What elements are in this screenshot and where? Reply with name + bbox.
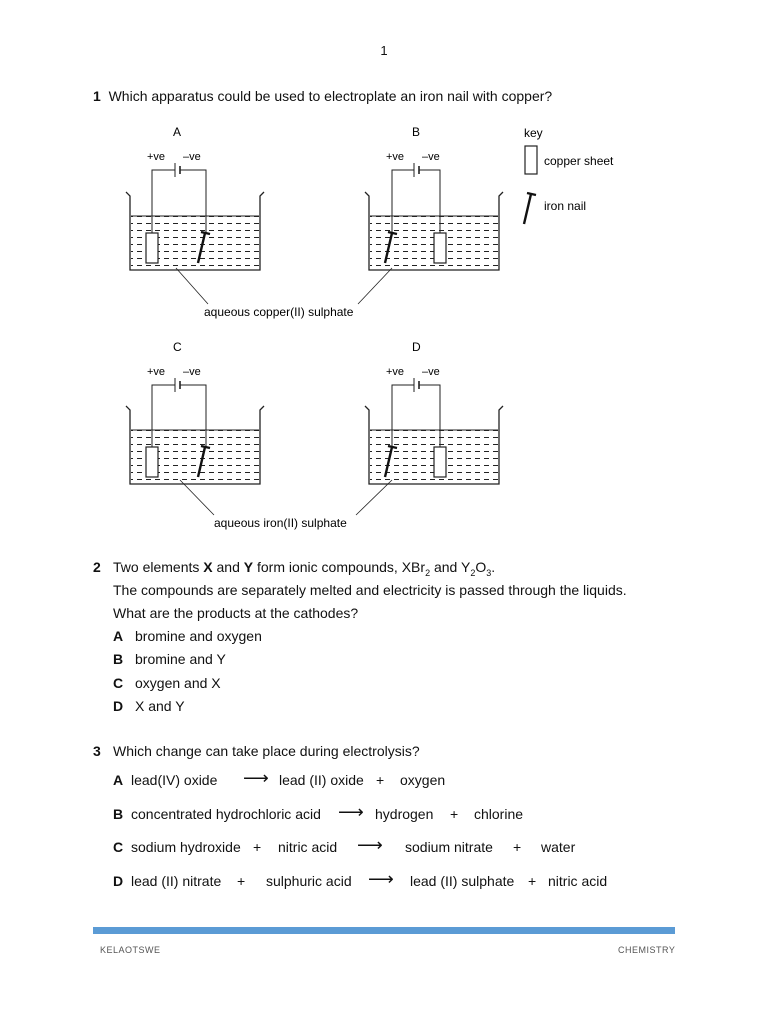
label-a: A: [173, 125, 182, 139]
iron-nail-icon: [524, 193, 536, 224]
apparatus-a: [126, 125, 264, 270]
copper-sheet-icon: [434, 233, 446, 263]
svg-text:key: key: [524, 126, 543, 140]
arrow-icon: ⟶: [243, 768, 269, 788]
question-2-line-3: What are the products at the cathodes?: [113, 605, 359, 621]
svg-text:+ve: +ve: [386, 366, 405, 378]
svg-text:+ve: +ve: [147, 151, 166, 163]
copper-sheet-icon: [525, 146, 537, 174]
svg-text:+ve: +ve: [147, 366, 166, 378]
label-d: D: [412, 340, 421, 354]
question-number: 2: [93, 559, 101, 575]
arrow-icon: ⟶: [338, 802, 364, 822]
caption-iron-sulphate: aqueous iron(II) sulphate: [214, 516, 347, 530]
arrow-icon: ⟶: [368, 869, 394, 889]
svg-text:iron nail: iron nail: [544, 199, 587, 213]
footer-right: CHEMISTRY: [618, 945, 676, 955]
label-b: B: [412, 125, 421, 139]
apparatus-c: [126, 340, 264, 484]
svg-text:copper sheet: copper sheet: [544, 154, 614, 168]
svg-text:–ve: –ve: [183, 366, 201, 378]
svg-text:–ve: –ve: [183, 151, 201, 163]
arrow-icon: ⟶: [357, 835, 383, 855]
question-2: [93, 559, 101, 575]
copper-sheet-icon: [146, 447, 158, 477]
apparatus-b: [365, 125, 503, 270]
page-number: 1: [380, 43, 388, 58]
copper-sheet-icon: [434, 447, 446, 477]
question-3-text: Which change can take place during electrolysis?: [113, 743, 420, 759]
option-c: C oxygen and X: [113, 675, 221, 691]
copper-sheet-icon: [146, 233, 158, 263]
svg-text:+ve: +ve: [386, 151, 405, 163]
question-3: 3: [93, 743, 101, 759]
question-2-line-2: The compounds are separately melted and electricity is passed through the liquids.: [113, 582, 627, 598]
option-d: D X and Y: [113, 698, 185, 714]
option-a: A bromine and oxygen: [113, 628, 262, 644]
question-2-line-1: Two elements X and Y form ionic compounds, XBr$_2$ and $Y_2O_3$.: [113, 559, 496, 578]
question-number: 1: [93, 88, 101, 104]
svg-text:–ve: –ve: [422, 151, 440, 163]
caption-copper-sulphate: aqueous copper(II) sulphate: [204, 305, 354, 319]
question-text: Which apparatus could be used to electroplate an iron nail with copper?: [108, 88, 553, 104]
apparatus-d: [365, 340, 503, 484]
label-c: C: [173, 340, 182, 354]
footer-left: KELAOTSWE: [100, 945, 161, 955]
option-b: B bromine and Y: [113, 651, 226, 667]
footer-divider: [93, 927, 675, 934]
diagram-key: [524, 126, 614, 224]
svg-text:–ve: –ve: [422, 366, 440, 378]
